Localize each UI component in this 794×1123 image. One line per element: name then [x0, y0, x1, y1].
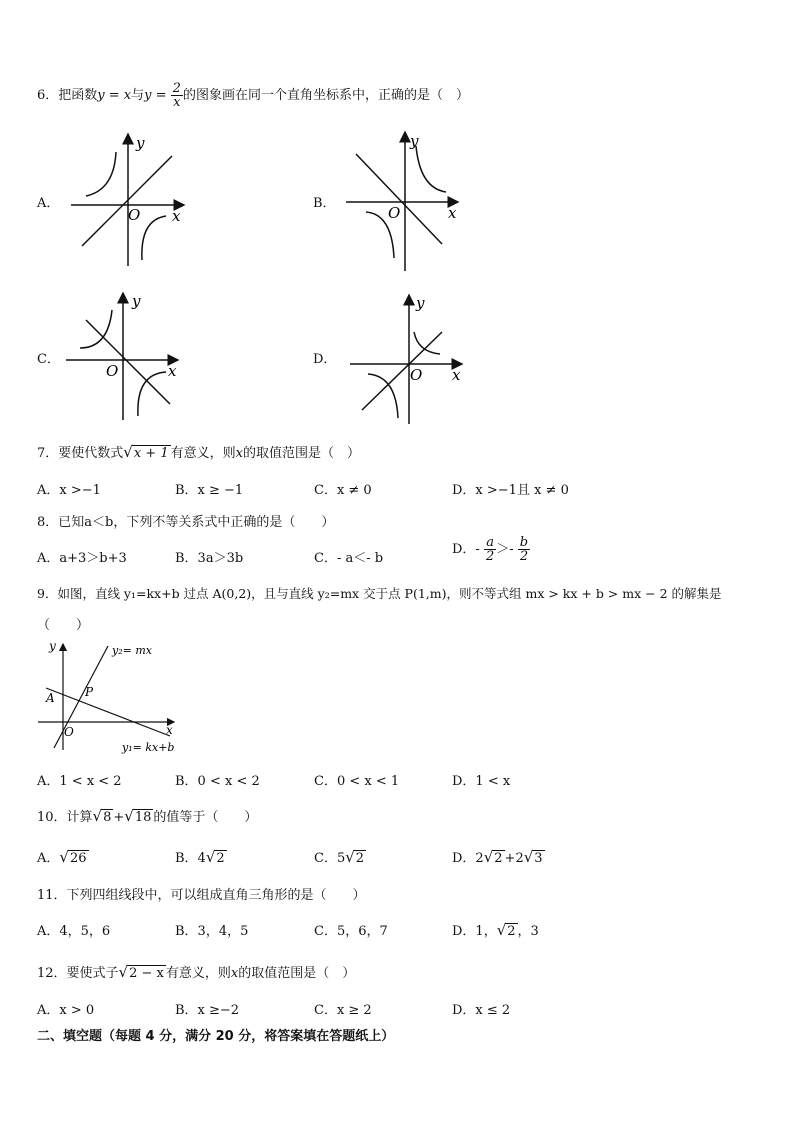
q10-option-c: C．5√2: [314, 848, 365, 866]
q9-label-y: y: [49, 640, 56, 653]
q6-graph-d: [346, 292, 472, 426]
q6-option-a: A．: [37, 196, 60, 211]
q6-graph-b: [342, 128, 468, 273]
q11-option-a: A．4，5，6: [37, 924, 111, 939]
sqrt-icon: √: [118, 963, 129, 981]
axis-y-label: y: [132, 292, 141, 310]
origin-label: O: [410, 366, 423, 384]
q9-label-a: A: [46, 691, 55, 705]
axis-y-label: y: [136, 134, 145, 152]
q6-graph-c: [64, 290, 190, 422]
q9-figure: [36, 640, 182, 758]
sqrt-icon: √: [523, 848, 534, 866]
q8-option-a: A．a+3＞b+3: [37, 551, 127, 566]
axis-x-label: x: [448, 204, 457, 222]
q10-option-a: A．√26: [37, 848, 87, 866]
q7-stem: 7．要使代数式√x + 1 有意义，则x的取值范围是（ ）: [37, 443, 360, 461]
origin-label: O: [388, 204, 401, 222]
q9-stem: 9．如图，直线 y₁=kx+b 过点 A(0,2)，且与直线 y₂=mx 交于点 P(1,m)，则不等式组 mx > kx + b > mx − 2 的解集是: [37, 586, 722, 601]
origin-label: O: [106, 362, 119, 380]
sqrt-icon: √: [59, 848, 69, 866]
q7-option-a: A．x >−1: [37, 483, 101, 498]
q9-label-o: O: [64, 725, 74, 739]
q9-option-a: A．1 < x < 2: [37, 774, 122, 789]
sqrt-icon: √: [496, 921, 507, 939]
sqrt-icon: √: [205, 848, 216, 866]
sqrt-icon: √: [483, 848, 494, 866]
axis-y-label: y: [416, 294, 425, 312]
q9-label-x: x: [166, 723, 173, 737]
sqrt-icon: √: [123, 443, 133, 461]
q8-stem: 8．已知a＜b，下列不等关系式中正确的是（ ）: [37, 515, 335, 530]
q12-stem: 12．要使式子√2 − x 有意义，则x的取值范围是（ ）: [37, 963, 356, 981]
sqrt-icon: √: [124, 807, 134, 825]
q12-option-c: C．x ≥ 2: [314, 1003, 372, 1018]
sqrt-icon: √: [345, 848, 355, 866]
q6-stem: 6．把函数y = x与y = $\frac{2}{x}$ 的图象画在同一个直角坐标系中，正确的是（ ）: [37, 81, 469, 110]
q8-option-b: B．3a＞3b: [175, 551, 244, 566]
q10-stem: 10．计算√8 +√18 的值等于（ ）: [37, 807, 258, 825]
q12-option-b: B．x ≥−2: [175, 1003, 240, 1018]
axis-y-label: y: [410, 132, 419, 150]
origin-label: O: [128, 206, 141, 224]
q9-label-p: P: [85, 685, 94, 699]
q12-option-d: D．x ≤ 2: [452, 1003, 511, 1018]
axis-x-label: x: [172, 207, 181, 225]
q7-option-d: D．x >−1且 x ≠ 0: [452, 483, 569, 498]
q11-option-c: C．5，6，7: [314, 924, 388, 939]
q8-option-d: D．- $\frac{a}{2}$ ＞- $\frac{b}{2}$: [452, 535, 529, 564]
q9-option-c: C．0 < x < 1: [314, 774, 400, 789]
q8-option-c: C．- a＜- b: [314, 551, 384, 566]
q6-option-d: D．: [313, 352, 337, 367]
q7-option-c: C．x ≠ 0: [314, 483, 372, 498]
q11-option-b: B．3，4，5: [175, 924, 249, 939]
q7-option-b: B．x ≥ −1: [175, 483, 244, 498]
q11-stem: 11．下列四组线段中，可以组成直角三角形的是（ ）: [37, 888, 366, 903]
q9-label-y1: y₁= kx+b: [122, 741, 175, 754]
q6-f1: y = x: [97, 88, 132, 103]
q6-graph-a: [66, 128, 192, 268]
q6-option-c: C．: [37, 352, 60, 367]
q10-option-b: B．4√2: [175, 848, 225, 866]
q11-option-d: D．1，√2 ，3: [452, 921, 539, 939]
section-heading: 二、填空题（每题 4 分，满分 20 分，将答案填在答题纸上）: [37, 1029, 395, 1044]
sqrt-icon: √: [92, 807, 103, 825]
q9-option-d: D．1 < x: [452, 774, 511, 789]
q9-option-b: B．0 < x < 2: [175, 774, 260, 789]
q9-label-y2: y₂= mx: [112, 644, 152, 657]
q6-option-b: B．: [313, 196, 336, 211]
q9-stem-paren: （ ）: [37, 618, 90, 633]
axis-x-label: x: [452, 366, 461, 384]
q12-option-a: A．x > 0: [37, 1003, 95, 1018]
q6-fraction: $\frac{2}{x}$: [172, 81, 181, 110]
axis-x-label: x: [168, 362, 177, 380]
q10-option-d: D．2√2 +2√3: [452, 848, 543, 866]
